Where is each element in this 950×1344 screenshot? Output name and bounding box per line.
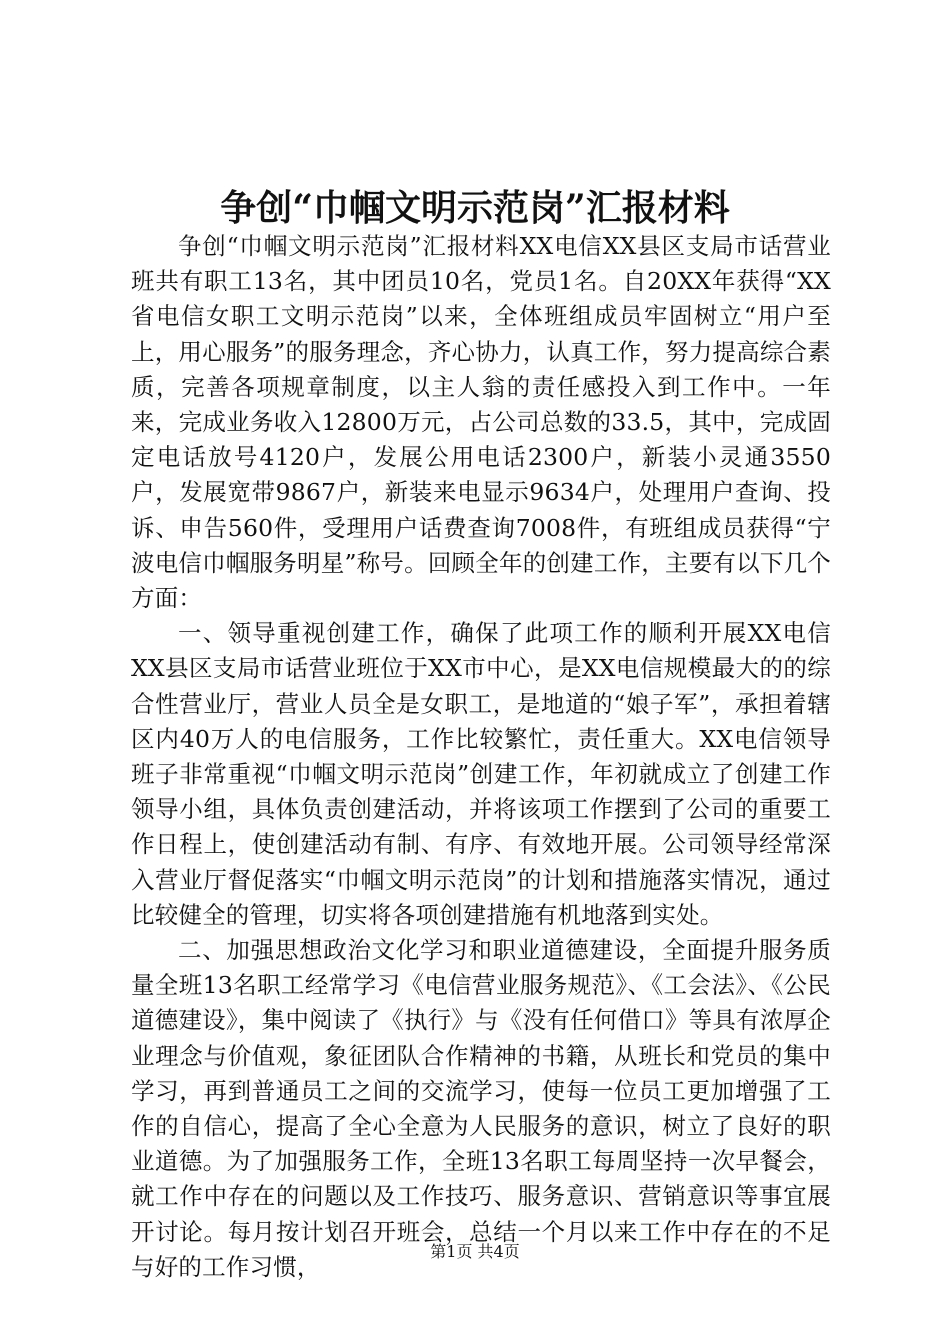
document-body (131, 229, 831, 1285)
document-title: 争创“巾帼文明示范岗”汇报材料 (220, 187, 730, 229)
paragraph-section-two: 二、加强思想政治文化学习和职业道德建设，全面提升服务质量全班13名职工经常学习《电信营业服务规范》、《工会法》、《公民道德建设》，集中阅读了《执行》与《没有任何借口》等具有浓厚企业理念与价值观，象征团队合作精神的书籍，从班长和党员的集中学习，再到普通员工之间的交流学习，使每一位员工更加增强了工作的自信心，提高了全心全意为人民服务的意识，树立了良好的职业道德。为了加强服务工作，全班13名职工每周坚持一次早餐会，就工作中存在的问题以及工作技巧、服务意识、营销意识等事宜展开讨论。每月按计划召开班会，总结一个月以来工作中存在的不足与好的工作习惯， (131, 936, 831, 1281)
page-footer: 第1页 共4页 (430, 1242, 520, 1261)
paragraph-intro: 争创“巾帼文明示范岗”汇报材料XX电信XX县区支局市话营业班共有职工13名，其中团员10名，党员1名。自20XX年获得“XX省电信女职工文明示范岗”以来，全体班组成员牢固树立“用户至上，用心服务”的服务理念，齐心协力，认真工作，努力提高综合素质，完善各项规章制度，以主人翁的责任感投入到工作中。一年来，完成业务收入12800万元，占公司总数的33.5，其中，完成固定电话放号4120户，发展公用电话2300户，新装小灵通3550户，发展宽带9867户，新装来电显示9634户，处理用户查询、投诉、申告560件，受理用户话费查询7008件，有班组成员获得“宁波电信巾帼服务明星”称号。回顾全年的创建工作，主要有以下几个方面： (131, 232, 831, 613)
paragraph-section-one: 一、领导重视创建工作，确保了此项工作的顺利开展XX电信XX县区支局市话营业班位于XX市中心，是XX电信规模最大的的综合性营业厅，营业人员全是女职工，是地道的“娘子军”，承担着辖区内40万人的电信服务，工作比较繁忙，责任重大。XX电信领导班子非常重视“巾帼文明示范岗”创建工作，年初就成立了创建工作领导小组，具体负责创建活动，并将该项工作摆到了公司的重要工作日程上，使创建活动有制、有序、有效地开展。公司领导经常深入营业厅督促落实“巾帼文明示范岗”的计划和措施落实情况，通过比较健全的管理，切实将各项创建措施有机地落到实处。 (131, 619, 831, 929)
